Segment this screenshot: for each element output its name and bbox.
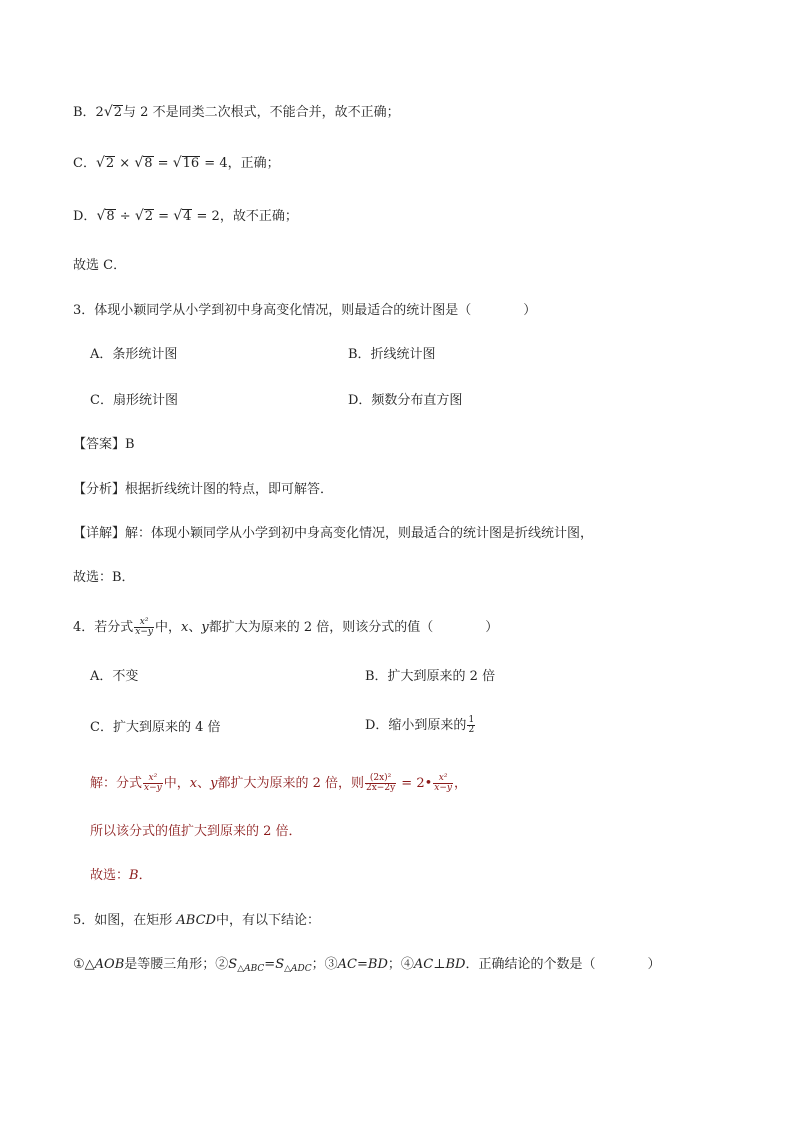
option-c-explanation xyxy=(73,153,280,174)
q4-option-c: C．扩大到原来的 4 倍 xyxy=(90,720,221,735)
solution-end: ， xyxy=(453,776,467,791)
question-4-stem xyxy=(73,618,498,638)
rectangle-name: ABCD xyxy=(176,913,216,928)
q4-therefore: 所以该分式的值扩大到原来的 2 倍． xyxy=(90,824,302,839)
triangle-aob: AOB xyxy=(94,957,125,972)
q4-option-b: B．扩大到原来的 2 倍 xyxy=(365,669,496,684)
segment-ac: AC xyxy=(413,957,434,972)
radical-sign-icon: √ xyxy=(134,155,144,171)
radicand: 4 xyxy=(183,209,192,224)
fraction-numerator: x² xyxy=(143,774,163,784)
solution-mid: 中， xyxy=(163,776,190,791)
radical-sign-icon: √ xyxy=(173,208,183,224)
area-subscript: △ADC xyxy=(284,964,312,974)
radical-sign-icon: √ xyxy=(96,208,106,224)
q4-stem-mid: 中， xyxy=(154,620,181,635)
original-fraction xyxy=(433,774,453,793)
q3-detail: 【详解】解：体现小颖同学从小学到初中身高变化情况，则最适合的统计图是折线统计图， xyxy=(73,526,594,541)
q4-choose xyxy=(90,866,152,886)
q4-stem-prefix: 4．若分式 xyxy=(73,620,134,635)
option-c-prefix: C． xyxy=(73,156,96,171)
equals-sign: = xyxy=(264,957,276,972)
option-d-text: = 2，故不正确； xyxy=(192,209,298,224)
radical-sign-icon: √ xyxy=(172,155,182,171)
choose-letter: B xyxy=(129,868,139,883)
fraction-numerator: x² xyxy=(134,618,154,628)
q3-analysis: 【分析】根据折线统计图的特点，即可解答． xyxy=(73,482,334,497)
fraction-denominator: x−y xyxy=(144,783,162,793)
area-symbol: S xyxy=(275,957,285,972)
radicand: 8 xyxy=(106,209,115,224)
choose-prefix: 故选： xyxy=(90,868,130,883)
fraction-numerator: (2x)² xyxy=(365,774,396,784)
option-d-prefix: D． xyxy=(73,209,97,224)
radical-sign-icon: √ xyxy=(103,104,113,120)
segment-bd: BD xyxy=(445,957,466,972)
fraction-numerator: x² xyxy=(433,774,453,784)
radicand: 2 xyxy=(113,105,123,120)
fraction-denominator: x−y xyxy=(135,627,153,637)
segment-bd: BD xyxy=(367,957,388,972)
radicand: 16 xyxy=(182,156,200,171)
q4-option-d xyxy=(365,716,476,736)
q4-stem-suffix: 都扩大为原来的 2 倍，则该分式的值（ ） xyxy=(208,620,499,635)
area-symbol: S xyxy=(228,957,238,972)
conclusion-1-prefix: ①△ xyxy=(73,957,95,972)
one-half-fraction xyxy=(467,716,475,735)
solution-prefix: 解：分式 xyxy=(90,776,143,791)
equals-sign: = xyxy=(154,209,174,224)
q5-stem-prefix: 5．如图，在矩形 xyxy=(73,913,177,928)
q3-choose: 故选：B． xyxy=(73,570,135,585)
conclusion-4-prefix: ；④ xyxy=(387,957,414,972)
radicand: 8 xyxy=(144,156,153,171)
q5-question-tail: ．正确结论的个数是（ ） xyxy=(465,957,661,972)
equals-sign: = xyxy=(356,957,368,972)
variable-x: x xyxy=(189,776,198,791)
perpendicular-icon: ⊥ xyxy=(433,957,446,972)
option-c-text: = 4，正确； xyxy=(200,156,280,171)
segment-ac: AC xyxy=(337,957,357,972)
question-5-stem xyxy=(73,911,320,931)
times-sign: × xyxy=(115,156,135,171)
q3-option-a: A．条形统计图 xyxy=(90,347,178,362)
q4-fraction xyxy=(134,618,154,637)
solution-text: 都扩大为原来的 2 倍，则 xyxy=(217,776,364,791)
divide-sign: ÷ xyxy=(115,209,135,224)
variable-x: x xyxy=(181,620,189,635)
equals-two-times: = 2• xyxy=(397,776,433,791)
option-d-explanation xyxy=(73,206,298,227)
fraction-denominator: 2 xyxy=(468,725,475,735)
equals-sign: = xyxy=(153,156,173,171)
conclusion-3-prefix: ；③ xyxy=(311,957,338,972)
option-b-text: 与 2 不是同类二次根式，不能合并，故不正确； xyxy=(123,105,400,120)
option-b-prefix: B．2 xyxy=(73,105,104,120)
area-subscript: △ABC xyxy=(237,964,265,974)
variable-y: y xyxy=(210,776,218,791)
q4-option-d-text: D．缩小到原来的 xyxy=(365,718,467,733)
q4-option-a: A．不变 xyxy=(90,669,139,684)
choose-c-line: 故选 C． xyxy=(73,258,127,273)
option-b-explanation xyxy=(73,102,400,123)
q3-option-c: C．扇形统计图 xyxy=(90,393,178,408)
question-3-stem: 3．体现小颖同学从小学到初中身高变化情况，则最适合的统计图是（ ） xyxy=(73,303,537,318)
q3-option-d: D．频数分布直方图 xyxy=(348,393,463,408)
doubled-fraction xyxy=(365,774,396,793)
radicand: 2 xyxy=(105,156,115,171)
radical-sign-icon: √ xyxy=(95,155,105,171)
fraction-numerator: 1 xyxy=(468,715,475,725)
solution-fraction xyxy=(143,774,163,793)
q4-solution xyxy=(90,774,467,794)
variable-y: y xyxy=(201,620,209,635)
conclusion-1-text: 是等腰三角形；② xyxy=(124,957,229,972)
q5-conclusions xyxy=(73,955,660,979)
fraction-denominator: 2x−2y xyxy=(366,783,396,793)
q5-stem-suffix: 中，有以下结论： xyxy=(215,913,320,928)
fraction-denominator: x−y xyxy=(434,783,452,793)
q3-option-b: B．折线统计图 xyxy=(348,347,436,362)
radical-sign-icon: √ xyxy=(134,208,144,224)
radicand: 2 xyxy=(144,209,154,224)
choose-end: ． xyxy=(138,868,152,883)
separator: 、 xyxy=(197,776,211,791)
q3-answer: 【答案】B xyxy=(73,437,135,452)
separator: 、 xyxy=(188,620,202,635)
